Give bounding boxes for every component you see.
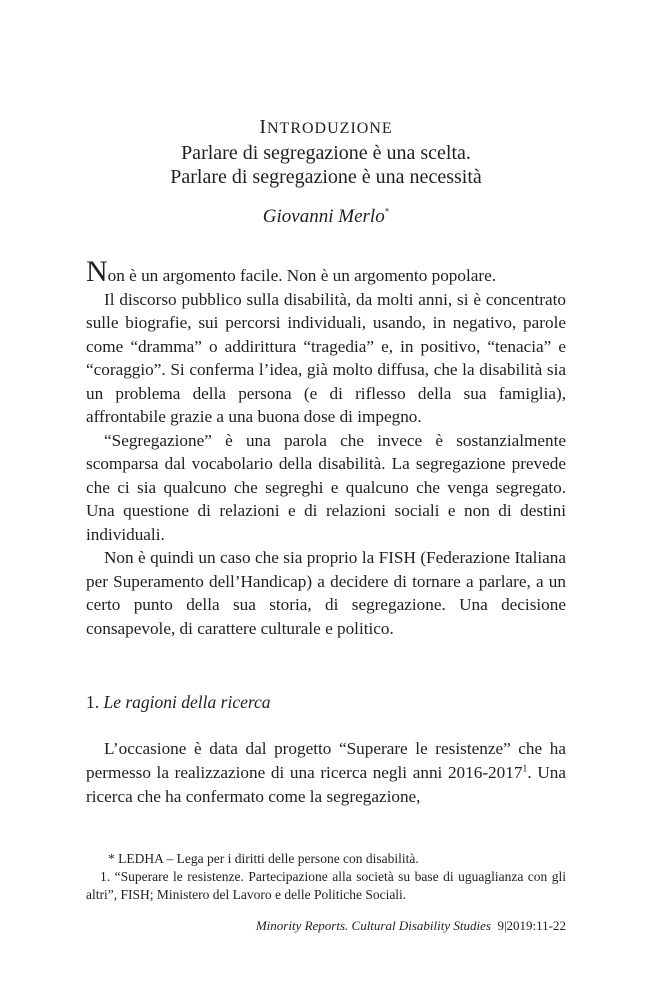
footnote-1: 1. “Superare le resistenze. Partecipazione alla società su base di uguaglianza con gli altri”, FISH; Ministero del Lavoro e delle Politiche Sociali. xyxy=(86,869,566,902)
section-title: Le ragioni della ricerca xyxy=(103,692,271,712)
section-body xyxy=(86,737,566,809)
title-block xyxy=(86,115,566,189)
paragraph-1-text: on è un argomento facile. Non è un argomento popolare. xyxy=(107,266,497,285)
title-initial: I xyxy=(259,116,267,138)
subtitle-line-2: Parlare di segregazione è una necessità xyxy=(170,166,482,188)
running-footer xyxy=(256,918,566,934)
chapter-title xyxy=(86,115,566,141)
footnotes xyxy=(86,850,566,904)
footnote-reference-1[interactable]: 1 xyxy=(522,763,528,775)
author-name xyxy=(86,206,566,228)
journal-name: Minority Reports. Cultural Disability Studies xyxy=(255,918,491,933)
section-number: 1. xyxy=(86,692,100,712)
section-text-a: L’occasione è data dal progetto “Superare le resistenze” che ha permesso la realizzazione di una ricerca negli anni 2016-2017 xyxy=(86,739,566,782)
title-rest: NTRODUZIONE xyxy=(267,120,393,137)
subtitle-line-1: Parlare di segregazione è una scelta. xyxy=(181,142,471,164)
paragraph-3: “Segregazione” è una parola che invece è sostanzialmente scomparsa dal vocabolario della disabilità. La segregazione prevede che ci sia qualcuno che segreghi e qualcuno che venga segregato. Una questione di relazioni e di relazioni sociali e non di destini individuali. xyxy=(86,430,566,544)
section-text-b: . Una ricerca che ha confermato come la segregazione, xyxy=(86,763,566,806)
section-heading xyxy=(86,692,566,713)
paragraph-1 xyxy=(86,255,566,288)
issue-info: 9|2019:11-22 xyxy=(497,918,566,933)
author-footnote-mark: * xyxy=(384,206,390,217)
footnote-star: * LEDHA – Lega per i diritti delle persone con disabilità. xyxy=(108,851,419,866)
section-paragraph-1 xyxy=(86,737,566,809)
paragraph-2: Il discorso pubblico sulla disabilità, da molti anni, si è concentrato sulle biografie, sui percorsi individuali, usando, in negativo, parole come “dramma” o addirittura “tragedia” e, in positivo, “tenacia” e “coraggio”. Si conferma l’idea, già molto diffusa, che la disabilità sia un problema della persona (e di riflesso della sua famiglia), affrontabile grazie a una buona dose di impegno. xyxy=(86,289,566,426)
drop-cap: N xyxy=(86,255,108,288)
document-page xyxy=(86,0,566,985)
author-text: Giovanni Merlo xyxy=(262,206,385,227)
paragraph-4: Non è quindi un caso che sia proprio la FISH (Federazione Italiana per Superamento dell’Handicap) a decidere di tornare a parlare, a un certo punto della sua storia, di segregazione. Una decisione consapevole, di carattere culturale e politico. xyxy=(86,548,566,638)
intro-body xyxy=(86,255,566,640)
